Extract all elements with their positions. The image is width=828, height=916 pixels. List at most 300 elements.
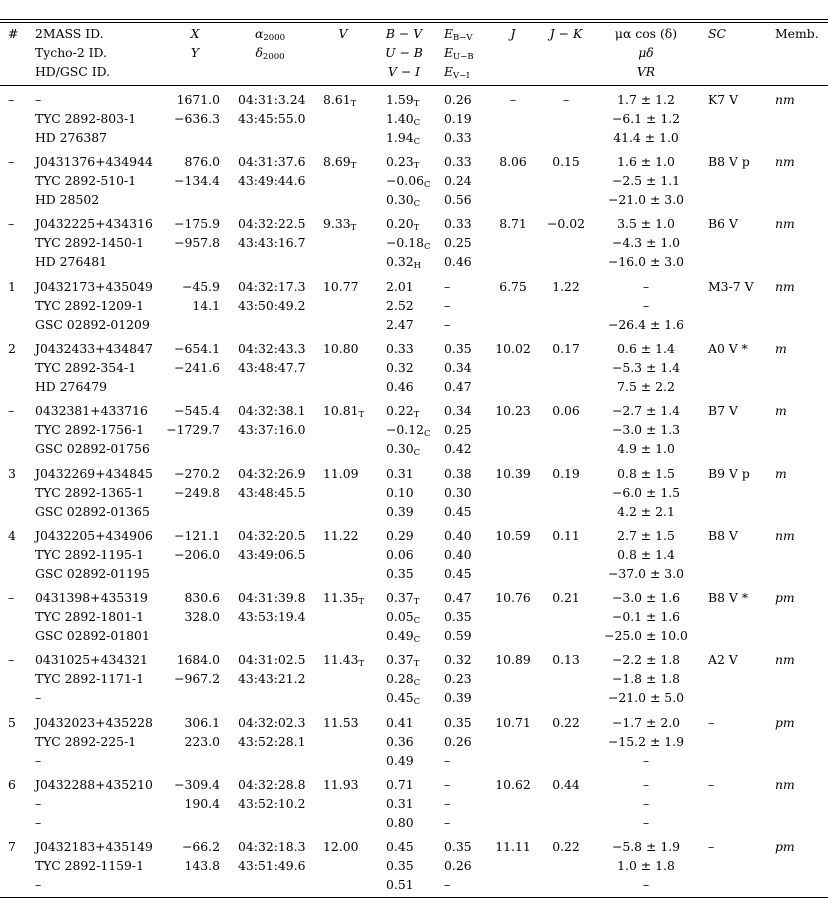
cell-text: 9.33	[323, 216, 351, 231]
row-pm	[586, 715, 706, 730]
cell-text: 43:50:49.2	[238, 298, 306, 313]
row-pm	[586, 652, 706, 667]
cell-text: TYC 2892-1159-1	[35, 858, 144, 873]
row-id	[35, 715, 153, 730]
row-pm	[586, 877, 706, 892]
row-ub	[386, 858, 414, 873]
row-sc	[708, 839, 714, 854]
cell-text: 0.42	[444, 441, 472, 456]
row-id	[35, 609, 144, 624]
cell-text: 0.40	[444, 547, 472, 562]
cell-subscript: T	[413, 99, 420, 109]
cell-text: TYC 2892-1195-1	[35, 547, 144, 562]
row-eub	[444, 671, 472, 686]
cell-text: 0.46	[444, 254, 472, 269]
row-pm	[586, 609, 706, 624]
cell-text: m	[775, 466, 787, 481]
cell-text: 0.35	[386, 858, 414, 873]
cell-text: –	[708, 715, 715, 730]
row-evi	[444, 441, 472, 456]
cell-text: –	[35, 690, 42, 705]
header-pm-2	[586, 64, 706, 79]
row-v	[323, 403, 364, 418]
row-memb	[775, 92, 795, 107]
cell-text: 0.31	[386, 796, 414, 811]
row-id	[35, 341, 153, 356]
cell-text: 0.41	[386, 715, 414, 730]
cell-text: 0.37	[386, 652, 414, 667]
cell-text: 0.26	[444, 92, 472, 107]
row-v	[323, 652, 364, 667]
cell-text: 0.26	[444, 858, 472, 873]
cell-text: TYC 2892-1450-1	[35, 235, 144, 250]
row-sc	[708, 92, 738, 107]
row-x	[174, 466, 220, 481]
row-pm	[586, 734, 706, 749]
cell-text: 43:43:21.2	[238, 671, 306, 686]
cell-text: VR	[636, 64, 656, 79]
row-ra	[238, 92, 305, 107]
cell-text: 04:32:17.3	[238, 279, 306, 294]
row-eub	[444, 485, 472, 500]
row-pm	[586, 254, 706, 269]
row-id	[35, 590, 148, 605]
row-v	[323, 839, 358, 854]
row-sc	[708, 777, 714, 792]
cell-text: 0.56	[444, 192, 472, 207]
cell-text: 43:53:19.4	[238, 609, 306, 624]
cell-text: U − B	[385, 45, 423, 60]
row-num	[8, 154, 14, 169]
cell-text: 4.9 ± 1.0	[617, 441, 675, 456]
cell-text: nm	[775, 92, 795, 107]
cell-text: 2.01	[386, 279, 414, 294]
cell-text: −0.12	[386, 422, 424, 437]
row-memb	[775, 154, 795, 169]
cell-text: –	[35, 815, 42, 830]
cell-text: B6 V	[708, 216, 738, 231]
cell-text: 43:49:44.6	[238, 173, 306, 188]
row-memb	[775, 839, 795, 854]
cell-text: 41.4 ± 1.0	[613, 130, 679, 145]
cell-text: –	[8, 92, 15, 107]
cell-text: Memb.	[775, 26, 819, 41]
cell-text: V − I	[387, 64, 421, 79]
cell-text: 0.38	[444, 466, 472, 481]
cell-text: 0.21	[552, 590, 580, 605]
row-ra	[238, 466, 305, 481]
cell-text: –	[642, 877, 650, 892]
row-vi	[386, 566, 414, 581]
cell-text: 1.7 ± 1.2	[617, 92, 675, 107]
row-evi	[444, 690, 472, 705]
cell-text: J0432288+435210	[35, 777, 153, 792]
row-y	[185, 734, 220, 749]
cell-text: #	[8, 26, 19, 41]
cell-text: 0.30	[386, 192, 414, 207]
cell-text: −37.0 ± 3.0	[608, 566, 684, 581]
row-evi	[444, 877, 450, 892]
row-memb	[775, 777, 795, 792]
cell-text: 0.45	[444, 504, 472, 519]
row-sc	[708, 590, 748, 605]
header-excess-1	[444, 45, 474, 60]
cell-text: α	[254, 26, 264, 41]
cell-text: –	[444, 877, 451, 892]
row-x	[182, 279, 220, 294]
row-id	[35, 547, 144, 562]
row-vi	[386, 753, 414, 768]
cell-text: –	[708, 777, 715, 792]
cell-text: 0432381+433716	[35, 403, 148, 418]
header-memb	[775, 26, 819, 41]
row-bv	[386, 715, 414, 730]
cell-text: 10.59	[495, 528, 531, 543]
cell-text: 0.49	[386, 753, 414, 768]
row-id	[35, 466, 153, 481]
row-evi	[444, 379, 472, 394]
cell-text: 0.71	[386, 777, 414, 792]
row-pm	[586, 379, 706, 394]
row-id	[35, 504, 150, 519]
row-id	[35, 877, 41, 892]
cell-text: 10.89	[495, 652, 531, 667]
row-eub	[444, 111, 472, 126]
cell-text: K7 V	[708, 92, 739, 107]
cell-text: –	[444, 815, 451, 830]
cell-text: 0.37	[386, 590, 414, 605]
cell-text: TYC 2892-803-1	[35, 111, 137, 126]
cell-text: B8 V *	[708, 590, 749, 605]
row-num	[8, 652, 14, 667]
cell-text: A0 V *	[708, 341, 748, 356]
cell-text: 0.35	[386, 566, 414, 581]
cell-text: 1	[8, 279, 16, 294]
cell-text: 43:37:16.0	[238, 422, 306, 437]
row-id	[35, 154, 153, 169]
cell-text: 8.71	[499, 216, 527, 231]
row-id	[35, 671, 144, 686]
header-excess-2	[444, 64, 470, 79]
row-ub	[386, 609, 420, 624]
cell-text: 43:43:16.7	[238, 235, 306, 250]
cell-text: 1684.0	[176, 652, 220, 667]
cell-subscript: T	[413, 659, 420, 669]
cell-text: 0.25	[444, 235, 472, 250]
row-ra	[238, 715, 305, 730]
cell-text: m	[775, 341, 787, 356]
cell-subscript: T	[358, 597, 365, 607]
cell-text: J0432205+434906	[35, 528, 153, 543]
row-pm	[586, 628, 706, 643]
cell-text: −0.06	[386, 173, 424, 188]
cell-text: 2.47	[386, 317, 414, 332]
cell-text: TYC 2892-225-1	[35, 734, 137, 749]
cell-text: −66.2	[182, 839, 220, 854]
cell-text: 0.06	[552, 403, 580, 418]
row-ra	[238, 528, 305, 543]
cell-text: nm	[775, 652, 795, 667]
cell-text: 0.32	[444, 652, 472, 667]
cell-text: –	[562, 92, 570, 107]
cell-text: 0.46	[386, 379, 414, 394]
row-id	[35, 734, 136, 749]
cell-text: −21.0 ± 5.0	[608, 690, 684, 705]
row-ra	[238, 279, 305, 294]
row-vi	[386, 254, 421, 269]
cell-text: 0.13	[552, 652, 580, 667]
cell-text: B8 V	[708, 528, 738, 543]
cell-text: 11.09	[323, 466, 359, 481]
row-pm	[586, 317, 706, 332]
cell-text: 0.26	[444, 734, 472, 749]
top-rule-2	[0, 22, 828, 23]
cell-text: −957.8	[174, 235, 220, 250]
row-bv	[386, 216, 419, 231]
row-id	[35, 753, 41, 768]
row-pm	[586, 92, 706, 107]
cell-text: 04:32:02.3	[238, 715, 306, 730]
cell-text: −5.8 ± 1.9	[611, 839, 681, 854]
cell-text: Tycho-2 ID.	[35, 45, 107, 60]
cell-text: 1.0 ± 1.8	[617, 858, 675, 873]
row-ub	[386, 298, 414, 313]
row-x	[177, 92, 220, 107]
row-dec	[238, 235, 305, 250]
row-eub	[444, 547, 472, 562]
row-ra	[238, 590, 305, 605]
row-pm	[586, 528, 706, 543]
cell-text: 04:32:38.1	[238, 403, 306, 418]
cell-text: 0.23	[386, 154, 414, 169]
row-num	[8, 403, 14, 418]
cell-text: 0.19	[552, 466, 580, 481]
cell-subscript: C	[413, 448, 421, 458]
row-memb	[775, 466, 787, 481]
cell-subscript: C	[413, 616, 421, 626]
row-pm	[586, 111, 706, 126]
row-x	[182, 839, 220, 854]
cell-text: 8.69	[323, 154, 351, 169]
cell-text: 04:32:20.5	[238, 528, 306, 543]
row-memb	[775, 652, 795, 667]
cell-text: TYC 2892-1801-1	[35, 609, 144, 624]
cell-text: 11.43	[323, 652, 359, 667]
cell-text: 0.22	[386, 403, 414, 418]
row-vi	[386, 379, 414, 394]
cell-text: −545.4	[174, 403, 220, 418]
row-pm	[586, 547, 706, 562]
cell-subscript: T	[358, 410, 365, 420]
cell-text: –	[642, 777, 650, 792]
cell-text: 0.51	[386, 877, 414, 892]
row-id	[35, 628, 150, 643]
cell-text: SC	[708, 26, 726, 41]
cell-subscript: C	[413, 678, 421, 688]
cell-text: 0.34	[444, 403, 472, 418]
cell-subscript: C	[413, 118, 421, 128]
row-v	[323, 466, 358, 481]
cell-text: E	[444, 26, 454, 41]
row-bv	[386, 466, 414, 481]
row-x	[185, 715, 220, 730]
row-pm	[586, 590, 706, 605]
row-vi	[386, 192, 420, 207]
cell-text: Y	[190, 45, 200, 60]
cell-text: B8 V p	[708, 154, 750, 169]
cell-text: 43:49:06.5	[238, 547, 306, 562]
cell-text: 0.33	[444, 130, 472, 145]
cell-text: −2.7 ± 1.4	[611, 403, 681, 418]
cell-text: −206.0	[174, 547, 220, 562]
cell-text: 3.5 ± 1.0	[617, 216, 675, 231]
row-id	[35, 192, 99, 207]
cell-text: 0.45	[386, 690, 414, 705]
cell-text: –	[35, 877, 42, 892]
row-v	[323, 216, 356, 231]
cell-text: GSC 02892-01365	[35, 504, 150, 519]
cell-subscript: C	[423, 242, 431, 252]
row-num	[8, 216, 14, 231]
cell-text: 0.36	[386, 734, 414, 749]
cell-text: 0.34	[444, 360, 472, 375]
cell-text: 43:51:49.6	[238, 858, 306, 873]
cell-text: 04:32:22.5	[238, 216, 306, 231]
row-v	[323, 154, 356, 169]
cell-text: nm	[775, 528, 795, 543]
cell-text: 10.76	[495, 590, 531, 605]
cell-text: 04:32:26.9	[238, 466, 306, 481]
cell-text: −25.0 ± 10.0	[604, 628, 688, 643]
cell-text: 0.19	[444, 111, 472, 126]
row-vi	[386, 628, 420, 643]
row-memb	[775, 216, 795, 231]
row-memb	[775, 528, 795, 543]
cell-text: 11.11	[495, 839, 531, 854]
cell-text: 0.80	[386, 815, 414, 830]
row-dec	[238, 858, 305, 873]
cell-subscript: T	[350, 161, 357, 171]
cell-text: 4.2 ± 2.1	[617, 504, 675, 519]
cell-text: 0.47	[444, 379, 472, 394]
cell-text: 7	[8, 839, 16, 854]
cell-text: 10.39	[495, 466, 531, 481]
row-v	[323, 777, 358, 792]
cell-text: –	[444, 317, 451, 332]
cell-text: 876.0	[184, 154, 220, 169]
row-x	[174, 403, 220, 418]
row-ra	[238, 154, 305, 169]
cell-text: 0.30	[444, 485, 472, 500]
row-pm	[586, 216, 706, 231]
cell-text: −121.1	[174, 528, 220, 543]
row-id	[35, 441, 150, 456]
cell-text: B9 V p	[708, 466, 750, 481]
row-y	[166, 422, 220, 437]
cell-text: –	[708, 839, 715, 854]
row-eub	[444, 422, 472, 437]
cell-text: pm	[775, 839, 795, 854]
row-ra	[238, 216, 305, 231]
cell-text: −2.2 ± 1.8	[611, 652, 681, 667]
cell-text: 10.02	[495, 341, 531, 356]
row-num	[8, 777, 16, 792]
cell-text: −636.3	[174, 111, 220, 126]
row-y	[174, 485, 220, 500]
row-vi	[386, 877, 414, 892]
row-pm	[586, 839, 706, 854]
cell-text: −3.0 ± 1.6	[611, 590, 681, 605]
cell-text: −967.2	[174, 671, 220, 686]
row-bv	[386, 341, 414, 356]
cell-text: −4.3 ± 1.0	[611, 235, 681, 250]
cell-text: −5.3 ± 1.4	[611, 360, 681, 375]
row-num	[8, 92, 14, 107]
cell-text: 2.52	[386, 298, 414, 313]
row-id	[35, 796, 41, 811]
row-dec	[238, 485, 305, 500]
row-evi	[444, 815, 450, 830]
row-id	[35, 858, 144, 873]
row-memb	[775, 403, 787, 418]
row-evi	[444, 192, 472, 207]
row-sc	[708, 154, 750, 169]
cell-text: 8.06	[499, 154, 527, 169]
cell-text: 0.40	[444, 528, 472, 543]
row-pm	[586, 279, 706, 294]
cell-text: E	[444, 45, 454, 60]
row-x	[177, 652, 220, 667]
cell-text: J0432225+434316	[35, 216, 153, 231]
header-id-1	[35, 45, 107, 60]
row-ra	[238, 652, 305, 667]
cell-text: 0.10	[386, 485, 414, 500]
cell-text: −241.6	[174, 360, 220, 375]
row-pm	[586, 173, 706, 188]
cell-text: 0.24	[444, 173, 472, 188]
row-num	[8, 590, 14, 605]
cell-text: −15.2 ± 1.9	[608, 734, 684, 749]
row-id	[35, 235, 144, 250]
cell-text: J0432023+435228	[35, 715, 153, 730]
cell-text: 0.31	[386, 466, 414, 481]
bottom-rule	[0, 897, 828, 898]
row-pm	[586, 341, 706, 356]
cell-text: 4	[8, 528, 16, 543]
row-y	[174, 111, 220, 126]
row-eub	[444, 609, 472, 624]
cell-text: 0.6 ± 1.4	[617, 341, 675, 356]
cell-text: 1671.0	[176, 92, 220, 107]
cell-text: 43:48:45.5	[238, 485, 306, 500]
cell-text: 190.4	[184, 796, 220, 811]
row-pm	[586, 298, 706, 313]
cell-text: 0.8 ± 1.4	[617, 547, 675, 562]
cell-text: –	[642, 815, 650, 830]
cell-subscript: T	[350, 99, 357, 109]
row-y	[174, 360, 220, 375]
row-ub	[386, 173, 431, 188]
row-pm	[586, 690, 706, 705]
row-sc	[708, 216, 738, 231]
row-ub	[386, 671, 420, 686]
cell-text: 04:32:18.3	[238, 839, 306, 854]
row-dec	[238, 360, 305, 375]
row-y	[174, 547, 220, 562]
row-y	[185, 609, 220, 624]
row-sc	[708, 403, 738, 418]
row-id	[35, 690, 41, 705]
